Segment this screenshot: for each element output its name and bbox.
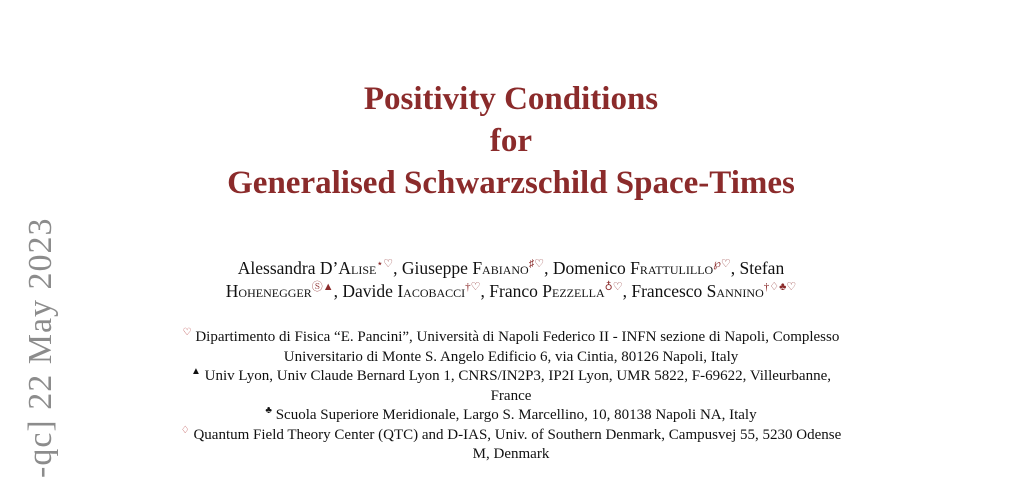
paper-title (0, 78, 1022, 204)
author-sep: , (480, 281, 490, 301)
author-list (130, 257, 892, 303)
author-last: Hohenegger (225, 281, 312, 301)
author-first: Francesco (631, 281, 707, 301)
affiliation-text: Dipartimento di Fisica “E. Pancini”, Università di Napoli Federico II - INFN sezione di Napoli, Complesso (195, 329, 840, 345)
author-last: Pezzella (542, 281, 605, 301)
affiliation-1-line-2: Universitario di Monte S. Angelo Edificio 6, via Cintia, 80126 Napoli, Italy (283, 348, 739, 365)
author-first: Domenico (552, 258, 631, 278)
title-line-1: Positivity Conditions (363, 81, 659, 117)
author-sep: , (622, 281, 632, 301)
affiliation-2-line-2: France (490, 387, 532, 404)
author-marks: ⋆♡ (376, 258, 394, 271)
affiliation-mark: ♣ (265, 405, 272, 416)
author-line-1 (130, 257, 892, 280)
author-marks: Ⓢ▲ (311, 281, 334, 294)
author-last: Fabiano (472, 258, 529, 278)
author-sep: , (544, 258, 553, 278)
title-line-2: for (489, 123, 533, 159)
title-line-3: Generalised Schwarzschild Space-Times (227, 165, 795, 201)
author-sep: , (333, 281, 343, 301)
arxiv-stamp: -qc] 22 May 2023 (22, 217, 59, 478)
affiliation-list (100, 328, 922, 465)
author-first: Giuseppe (401, 258, 473, 278)
author-first: Franco (489, 281, 543, 301)
author-marks: ℘♡ (713, 258, 731, 271)
affiliation-text: Univ Lyon, Univ Claude Bernard Lyon 1, CNRS/IN2P3, IP2I Lyon, UMR 5822, F-69622, Villeurbanne, (204, 368, 831, 384)
author-marks: †♡ (465, 281, 481, 294)
author-marks: ♯♡ (528, 258, 545, 271)
author-first: Alessandra D’ (237, 258, 339, 278)
author-first: Stefan (739, 258, 785, 278)
affiliation-mark: ▲ (191, 366, 201, 377)
author-last: Sannino (706, 281, 764, 301)
author-marks: †♢♣♡ (763, 281, 797, 294)
author-sep: , (730, 258, 740, 278)
affiliation-2-line-1 (100, 367, 922, 387)
affiliation-4-line-1 (100, 426, 922, 446)
author-last: Iacobacci (397, 281, 466, 301)
affiliation-mark: ♡ (182, 327, 192, 338)
affiliation-text: Quantum Field Theory Center (QTC) and D-IAS, Univ. of Southern Denmark, Campusvej 55, 5230 Odense (193, 426, 842, 443)
affiliation-4-line-2: M, Denmark (472, 446, 550, 462)
affiliation-1-line-1 (100, 328, 922, 348)
author-last: Frattulillo (630, 258, 714, 278)
affiliation-3-line-1 (100, 406, 922, 426)
author-sep: , (393, 258, 402, 278)
author-marks: ♁♡ (604, 281, 623, 294)
author-first: Davide (342, 281, 398, 301)
affiliation-text: Scuola Superiore Meridionale, Largo S. Marcellino, 10, 80138 Napoli NA, Italy (275, 407, 757, 423)
affiliation-mark: ♢ (180, 424, 190, 436)
author-last: Alise (338, 258, 377, 278)
author-line-2 (130, 280, 892, 303)
